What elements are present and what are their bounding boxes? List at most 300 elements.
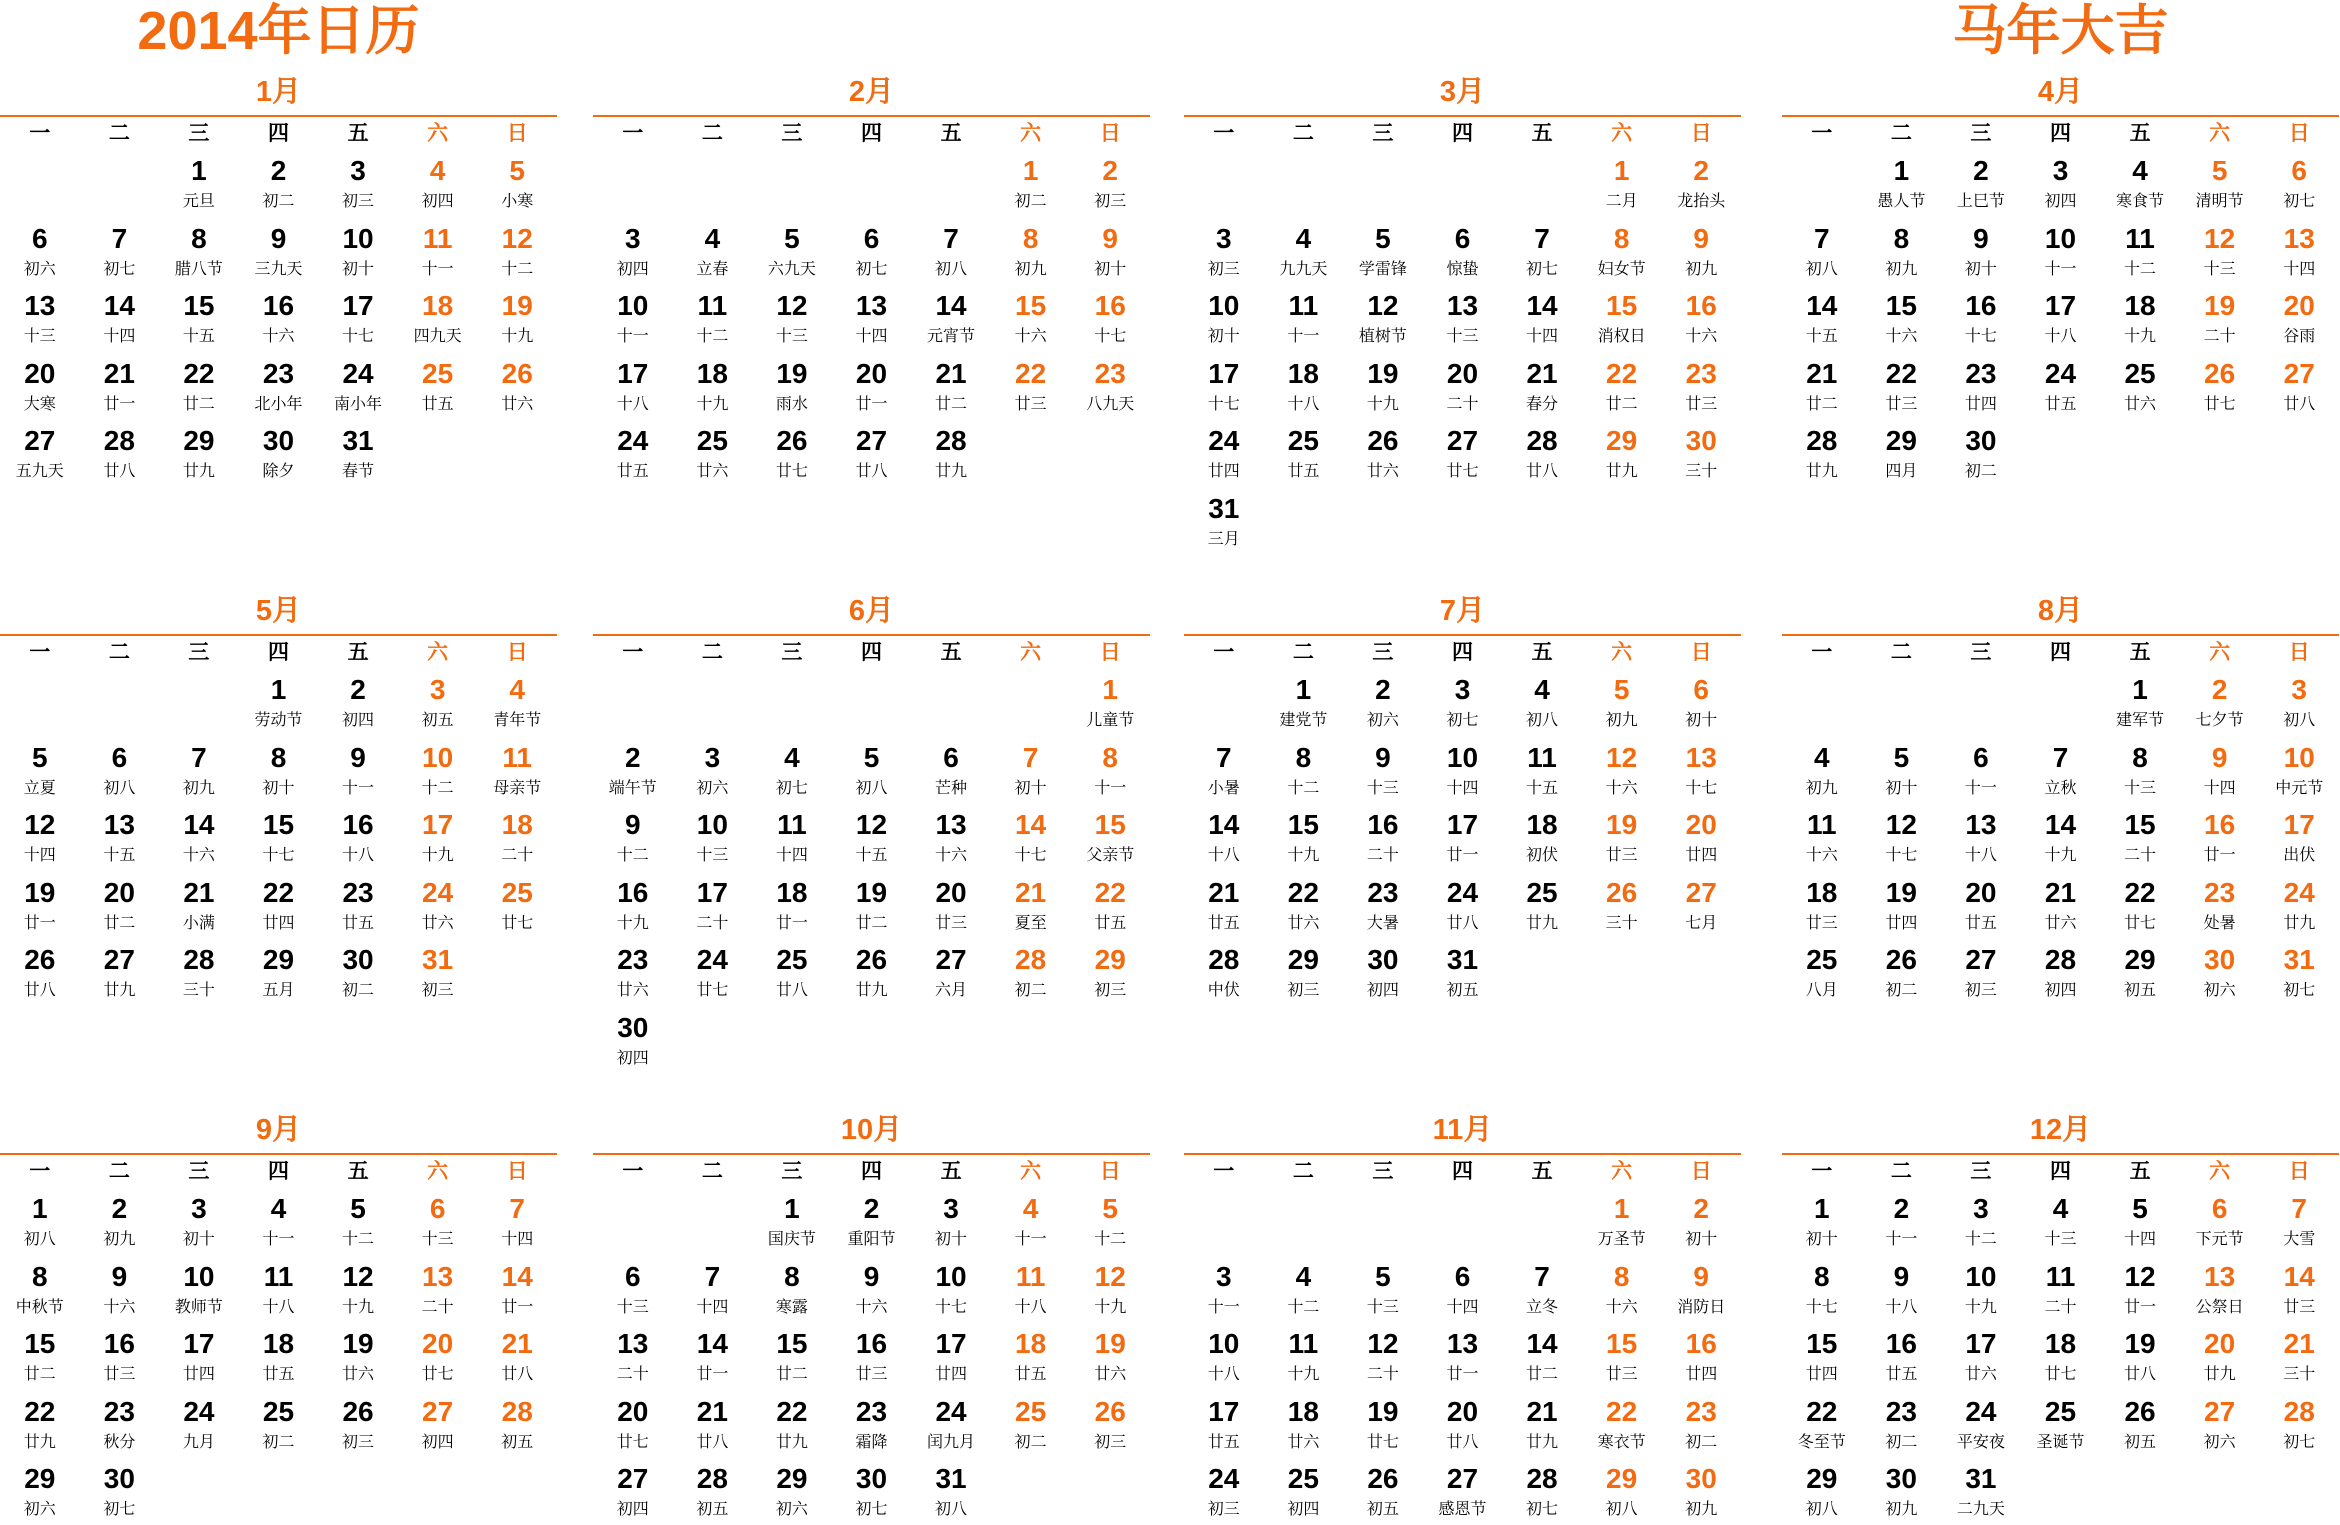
lunar-label: 五九天 — [15, 463, 64, 480]
day-number: 21 — [183, 876, 215, 908]
day-cell — [1423, 741, 1503, 800]
day-number: 6 — [2211, 1193, 2228, 1224]
day-number: 4 — [1295, 1260, 1312, 1292]
weekday-label: 四 — [267, 122, 289, 145]
day-number: 28 — [1526, 425, 1558, 456]
day-cell — [398, 1192, 478, 1251]
lunar-label: 重阳节 — [847, 1231, 896, 1248]
day-number: 26 — [855, 944, 888, 975]
day-number: 28 — [501, 1395, 533, 1427]
day-cell — [2100, 1327, 2180, 1386]
month-title: 9月 — [255, 1114, 302, 1146]
lunar-label: 初十 — [1685, 712, 1718, 729]
day-number: 6 — [943, 741, 959, 773]
lunar-label: 初三 — [1287, 982, 1320, 999]
day-number: 19 — [501, 290, 533, 321]
lunar-label: 廿六 — [1287, 914, 1320, 932]
weekday-header — [593, 641, 1150, 665]
day-cell — [1782, 808, 1862, 867]
day-number: 20 — [2204, 1328, 2236, 1359]
day-cell — [832, 1260, 912, 1319]
day-cell — [1582, 1192, 1662, 1251]
lunar-label: 十五 — [855, 847, 888, 864]
weekday-label: 三 — [1372, 1160, 1394, 1183]
lunar-label: 公祭日 — [2195, 1298, 2244, 1316]
week-row — [1184, 357, 1741, 416]
day-number: 9 — [1375, 741, 1391, 773]
lunar-label: 廿四 — [1685, 1366, 1718, 1383]
lunar-label: 儿童节 — [1086, 712, 1135, 729]
day-number: 1 — [2132, 674, 2148, 705]
lunar-label: 廿八 — [2283, 395, 2316, 413]
day-number: 8 — [2132, 741, 2148, 773]
lunar-label: 十八 — [616, 395, 649, 413]
lunar-label: 南小年 — [334, 395, 383, 413]
lunar-label: 感恩节 — [1438, 1501, 1487, 1518]
day-cell — [1862, 943, 1942, 1002]
day-cell — [239, 1395, 319, 1454]
weekday-label: 日 — [506, 641, 528, 664]
day-cell — [159, 808, 239, 867]
lunar-label: 十四 — [501, 1231, 534, 1248]
day-cell — [1070, 1327, 1150, 1386]
day-cell — [593, 1462, 673, 1521]
day-number: 4 — [1022, 1193, 1039, 1224]
lunar-label: 初四 — [616, 260, 649, 278]
day-number: 16 — [1685, 290, 1717, 321]
day-number: 27 — [24, 425, 56, 456]
day-cell — [1070, 357, 1150, 416]
lunar-label: 初十 — [1685, 1231, 1718, 1248]
day-cell — [1782, 876, 1862, 935]
weekday-label: 日 — [1099, 641, 1121, 664]
day-number: 21 — [1526, 1395, 1558, 1427]
month-divider — [1782, 1153, 2339, 1155]
day-number: 25 — [2124, 357, 2156, 389]
day-number: 9 — [1693, 1260, 1709, 1292]
lunar-label: 消权日 — [1597, 328, 1646, 345]
day-number: 17 — [1446, 809, 1479, 840]
lunar-label: 初九 — [1805, 779, 1838, 797]
day-cell — [239, 222, 319, 281]
day-number: 2 — [624, 741, 641, 773]
week-row — [1782, 876, 2339, 935]
day-number: 17 — [2283, 809, 2315, 840]
week-row — [1184, 1260, 1741, 1319]
day-number: 25 — [2044, 1395, 2077, 1427]
day-number: 5 — [1375, 1260, 1391, 1292]
lunar-label: 八九天 — [1086, 395, 1135, 413]
day-cell — [593, 424, 673, 483]
weekday-label: 六 — [2209, 122, 2231, 145]
day-number: 12 — [1885, 809, 1917, 840]
week-row — [1782, 289, 2339, 348]
day-number: 23 — [855, 1395, 888, 1427]
day-number: 7 — [509, 1193, 525, 1224]
lunar-label: 廿三 — [1014, 395, 1047, 413]
lunar-label: 初三 — [1207, 260, 1240, 278]
day-cell — [1661, 1327, 1741, 1386]
day-number: 29 — [1094, 944, 1126, 975]
day-cell — [2021, 1327, 2101, 1386]
day-cell — [1184, 492, 1264, 551]
day-cell — [991, 357, 1071, 416]
lunar-label: 父亲节 — [1086, 847, 1135, 864]
lunar-label: 十八 — [1207, 1366, 1240, 1383]
day-number: 6 — [31, 222, 48, 254]
day-cell — [477, 1260, 557, 1319]
day-number: 16 — [1367, 809, 1399, 840]
day-number: 16 — [617, 876, 649, 908]
day-number: 20 — [2283, 290, 2315, 321]
day-cell — [1782, 1395, 1862, 1454]
day-number: 28 — [1806, 425, 1838, 456]
lunar-label: 秋分 — [103, 1433, 136, 1451]
lunar-label: 初八 — [1526, 712, 1559, 729]
weekday-label: 日 — [2288, 122, 2310, 145]
day-number: 13 — [1446, 290, 1479, 321]
day-cell — [239, 154, 319, 213]
lunar-label: 廿七 — [501, 914, 534, 932]
lunar-label: 闰九月 — [927, 1433, 976, 1451]
day-cell — [1502, 876, 1582, 935]
day-number: 11 — [697, 290, 728, 321]
lunar-label: 小满 — [182, 914, 215, 932]
day-cell — [318, 424, 398, 483]
weekday-header — [0, 122, 557, 146]
lunar-label: 十六 — [1014, 328, 1047, 345]
lunar-label: 初十 — [1964, 260, 1997, 278]
day-cell — [1582, 741, 1662, 800]
lunar-label: 廿六 — [1094, 1366, 1127, 1383]
month-divider — [1184, 1153, 1741, 1155]
lunar-label: 廿九 — [855, 982, 888, 999]
day-number: 4 — [270, 1193, 287, 1224]
lunar-label: 十四 — [696, 1298, 729, 1316]
day-cell — [2021, 876, 2101, 935]
day-number: 4 — [2052, 1193, 2069, 1224]
day-number: 16 — [2204, 809, 2236, 840]
day-number: 16 — [262, 290, 295, 321]
lunar-label: 春分 — [1526, 395, 1559, 413]
day-number: 15 — [1885, 290, 1917, 321]
day-number: 25 — [501, 876, 533, 908]
day-number: 20 — [24, 357, 56, 389]
day-cell — [2100, 741, 2180, 800]
lunar-label: 十一 — [616, 328, 649, 345]
day-cell — [911, 741, 991, 800]
weekday-label: 日 — [506, 1160, 528, 1183]
lunar-label: 十六 — [1885, 328, 1918, 345]
lunar-label: 万圣节 — [1597, 1231, 1646, 1248]
month-title: 8月 — [2037, 595, 2084, 627]
day-number: 15 — [262, 809, 295, 840]
weekday-label: 五 — [940, 641, 962, 664]
weekday-label: 五 — [940, 122, 962, 145]
weekday-label: 六 — [1020, 122, 1042, 145]
weekday-label: 四 — [860, 641, 882, 664]
lunar-label: 廿六 — [616, 982, 649, 999]
day-number: 24 — [1446, 876, 1479, 908]
lunar-label: 初二 — [262, 193, 295, 210]
day-number: 19 — [1885, 876, 1917, 908]
day-number: 24 — [342, 357, 374, 389]
lunar-label: 初四 — [1366, 982, 1399, 999]
day-cell — [398, 1260, 478, 1319]
day-number: 3 — [1215, 222, 1232, 254]
lunar-label: 初五 — [1366, 1501, 1399, 1518]
day-number: 1 — [1613, 155, 1630, 186]
lunar-label: 廿二 — [1805, 395, 1838, 413]
weekday-label: 一 — [622, 641, 644, 664]
lunar-label: 十一 — [1287, 328, 1320, 345]
lunar-label: 劳动节 — [254, 712, 303, 729]
day-cell — [752, 289, 832, 348]
day-number: 18 — [501, 809, 533, 840]
day-number: 8 — [31, 1260, 48, 1292]
day-number: 23 — [1367, 876, 1399, 908]
day-cell — [991, 1327, 1071, 1386]
lunar-label: 廿三 — [935, 914, 968, 932]
day-cell — [1582, 154, 1662, 213]
day-number: 10 — [1446, 741, 1479, 773]
lunar-label: 初二 — [342, 982, 375, 999]
lunar-label: 廿八 — [855, 463, 888, 480]
slogan-title: 马年大吉 — [1952, 1, 2169, 61]
day-number: 2 — [1973, 155, 1989, 186]
day-cell — [673, 424, 753, 483]
weekday-label: 二 — [701, 122, 723, 145]
lunar-label: 初四 — [421, 193, 454, 210]
weekday-label: 一 — [1213, 641, 1235, 664]
day-cell — [1070, 1395, 1150, 1454]
lunar-label: 教师节 — [174, 1298, 223, 1316]
day-cell — [1582, 424, 1662, 483]
lunar-label: 十一 — [1094, 779, 1127, 797]
day-number: 1 — [1022, 155, 1039, 186]
weekday-label: 一 — [29, 1160, 51, 1183]
lunar-label: 寒食节 — [2116, 193, 2165, 210]
day-number: 7 — [1022, 741, 1039, 773]
day-cell — [752, 1192, 832, 1251]
weekday-label: 二 — [1890, 641, 1912, 664]
day-cell — [1782, 741, 1862, 800]
lunar-label: 十七 — [1014, 847, 1047, 864]
day-number: 27 — [1446, 425, 1479, 456]
weekday-label: 五 — [2129, 1160, 2151, 1183]
day-cell — [2100, 222, 2180, 281]
month-divider — [0, 1153, 557, 1155]
day-number: 27 — [2283, 357, 2315, 389]
lunar-label: 十四 — [855, 328, 888, 345]
weekday-header — [1782, 122, 2339, 146]
lunar-label: 初五 — [501, 1433, 534, 1451]
lunar-label: 初九 — [1605, 712, 1638, 729]
lunar-label: 处暑 — [2203, 914, 2236, 932]
lunar-label: 廿二 — [23, 1366, 56, 1383]
lunar-label: 初四 — [421, 1433, 454, 1451]
lunar-label: 廿三 — [103, 1366, 136, 1383]
day-number: 1 — [1893, 155, 1910, 186]
day-number: 24 — [422, 876, 454, 908]
day-number: 14 — [1806, 290, 1838, 321]
day-cell — [0, 1395, 80, 1454]
day-number: 20 — [855, 357, 888, 389]
month-title: 10月 — [840, 1114, 903, 1146]
lunar-label: 初四 — [2044, 193, 2077, 210]
weekday-header — [0, 1160, 557, 1184]
lunar-label: 初三 — [342, 193, 375, 210]
day-cell — [1862, 222, 1942, 281]
day-cell — [673, 808, 753, 867]
day-number: 26 — [2124, 1395, 2156, 1427]
week-row — [0, 876, 557, 935]
week-row — [1782, 1260, 2339, 1319]
day-number: 14 — [1526, 290, 1558, 321]
month-block-3 — [1184, 70, 1741, 551]
day-cell — [159, 357, 239, 416]
day-number: 21 — [935, 357, 967, 389]
weekday-label: 一 — [1811, 122, 1833, 145]
day-cell — [398, 289, 478, 348]
day-cell — [0, 741, 80, 800]
lunar-label: 十七 — [1207, 395, 1240, 413]
day-number: 30 — [855, 1463, 888, 1494]
lunar-label: 初五 — [2124, 982, 2157, 999]
day-cell — [1184, 1395, 1264, 1454]
day-cell — [911, 289, 991, 348]
day-cell — [1343, 808, 1423, 867]
day-cell — [911, 1395, 991, 1454]
day-number: 8 — [1613, 1260, 1630, 1292]
day-number: 3 — [704, 741, 721, 773]
lunar-label: 廿九 — [2203, 1366, 2236, 1383]
lunar-label: 初二 — [1885, 1433, 1918, 1451]
day-cell — [1862, 741, 1942, 800]
lunar-label: 寒衣节 — [1597, 1433, 1646, 1451]
day-cell — [1941, 1192, 2021, 1251]
lunar-label: 廿三 — [1885, 395, 1918, 413]
day-cell — [159, 222, 239, 281]
day-cell — [80, 357, 160, 416]
lunar-label: 九月 — [182, 1433, 215, 1451]
day-cell — [1661, 1462, 1741, 1521]
day-number: 25 — [1287, 1463, 1319, 1494]
lunar-label: 廿二 — [775, 1366, 808, 1383]
day-cell — [318, 808, 398, 867]
day-number: 7 — [704, 1260, 721, 1292]
day-cell — [0, 1327, 80, 1386]
day-cell — [1423, 1327, 1503, 1386]
lunar-label: 二十 — [2124, 847, 2157, 864]
day-cell — [1343, 741, 1423, 800]
day-cell — [1782, 1327, 1862, 1386]
day-number: 11 — [1288, 290, 1319, 321]
lunar-label: 十五 — [182, 328, 215, 345]
day-number: 26 — [2204, 357, 2236, 389]
day-number: 20 — [1446, 1395, 1479, 1427]
day-cell — [2100, 357, 2180, 416]
lunar-label: 初七 — [855, 1501, 888, 1518]
day-number: 30 — [262, 425, 295, 456]
day-number: 27 — [2204, 1395, 2236, 1427]
day-cell — [911, 943, 991, 1002]
day-number: 5 — [1102, 1193, 1118, 1224]
lunar-label: 初八 — [935, 260, 968, 278]
day-number: 28 — [935, 425, 967, 456]
weekday-label: 五 — [1531, 122, 1553, 145]
lunar-label: 十二 — [616, 847, 649, 864]
lunar-label: 雨水 — [775, 395, 808, 413]
day-number: 8 — [191, 222, 207, 254]
day-number: 15 — [24, 1328, 56, 1359]
day-cell — [1423, 222, 1503, 281]
lunar-label: 十三 — [696, 847, 729, 864]
day-number: 22 — [1606, 1395, 1638, 1427]
lunar-label: 十三 — [421, 1231, 454, 1248]
day-number: 9 — [1102, 222, 1118, 254]
day-number: 22 — [776, 1395, 808, 1427]
day-cell — [1184, 289, 1264, 348]
lunar-label: 初十 — [1805, 1231, 1838, 1248]
day-cell — [1343, 1327, 1423, 1386]
day-cell — [1264, 424, 1344, 483]
day-number: 11 — [263, 1260, 294, 1292]
day-number: 12 — [342, 1260, 374, 1292]
day-cell — [1502, 1327, 1582, 1386]
day-cell — [2021, 357, 2101, 416]
page-title: 2014年日历 — [137, 1, 420, 61]
lunar-label: 十七 — [1685, 779, 1718, 797]
lunar-label: 十四 — [23, 847, 56, 864]
lunar-label: 北小年 — [254, 395, 303, 413]
month-title: 5月 — [255, 595, 302, 627]
lunar-label: 愚人节 — [1877, 193, 1926, 210]
day-number: 21 — [696, 1395, 728, 1427]
month-divider — [1782, 634, 2339, 636]
day-number: 20 — [1685, 809, 1717, 840]
week-row — [1184, 154, 1741, 213]
day-cell — [1070, 808, 1150, 867]
week-row — [0, 1462, 557, 1521]
day-number: 2 — [350, 674, 366, 705]
lunar-label: 二十 — [1366, 1366, 1399, 1383]
weekday-label: 一 — [622, 122, 644, 145]
lunar-label: 十四 — [2203, 779, 2236, 797]
weekday-header — [1782, 1160, 2339, 1184]
day-number: 17 — [1208, 1395, 1240, 1427]
day-number: 20 — [617, 1395, 649, 1427]
lunar-label: 二十 — [421, 1298, 454, 1316]
weekday-label: 四 — [1451, 122, 1473, 145]
day-cell — [398, 741, 478, 800]
week-row — [593, 1327, 1150, 1386]
week-row — [1184, 424, 1741, 483]
day-cell — [1502, 1395, 1582, 1454]
day-number: 1 — [270, 674, 287, 705]
day-cell — [2180, 222, 2260, 281]
lunar-label: 下元节 — [2195, 1231, 2244, 1248]
lunar-label: 初五 — [421, 712, 454, 729]
day-cell — [318, 876, 398, 935]
day-number: 2 — [1893, 1193, 1910, 1224]
day-cell — [0, 943, 80, 1002]
lunar-label: 廿一 — [2203, 847, 2236, 864]
day-number: 15 — [1806, 1328, 1838, 1359]
day-number: 12 — [2204, 222, 2236, 254]
day-cell — [1941, 876, 2021, 935]
lunar-label: 廿九 — [2283, 914, 2316, 932]
